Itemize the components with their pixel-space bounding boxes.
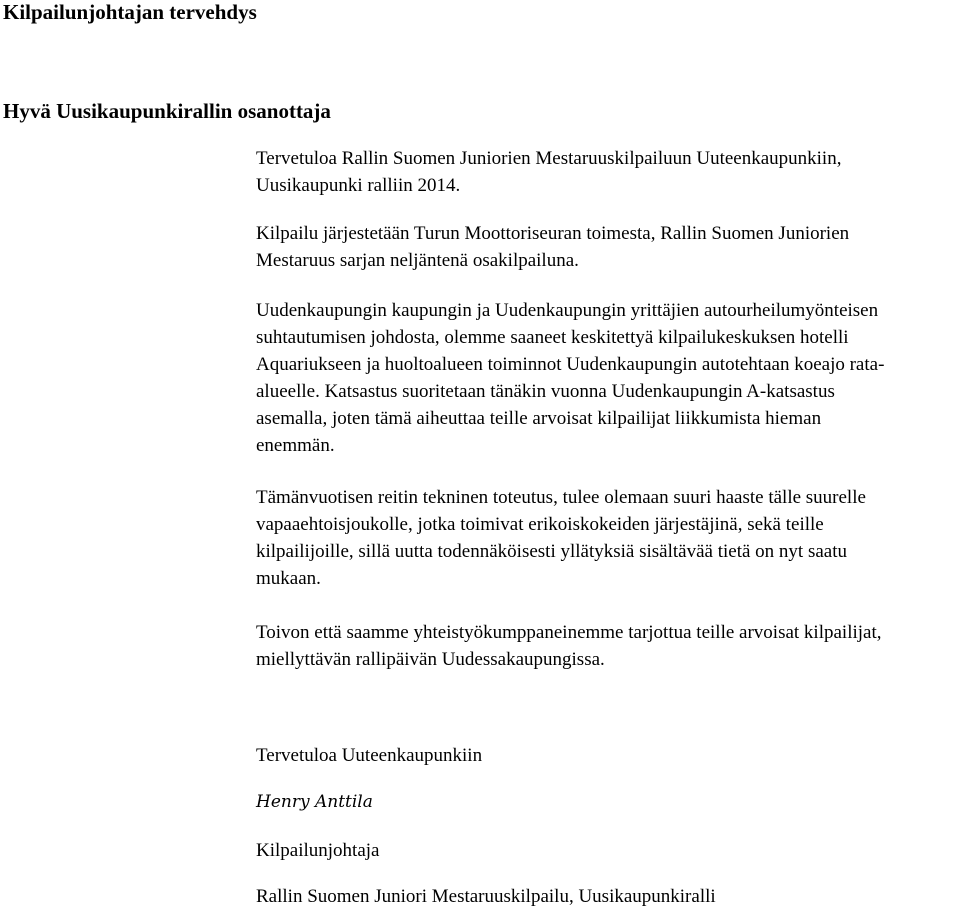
paragraph-welcome	[256, 145, 960, 199]
paragraph-venue	[256, 297, 960, 459]
greeting-heading: Hyvä Uusikaupunkirallin osanottaja	[3, 99, 331, 123]
paragraph-route	[256, 484, 960, 592]
paragraph-line: asemalla, joten tämä aiheuttaa teille arvoisat kilpailijat liikkumista hieman	[256, 408, 822, 429]
closing-line: Tervetuloa Uuteenkaupunkiin	[256, 745, 483, 766]
paragraph-organizer	[256, 220, 960, 274]
paragraph-line: Tervetuloa Rallin Suomen Juniorien Mestaruuskilpailuun Uuteenkaupunkiin,	[256, 148, 842, 169]
paragraph-line: suhtautumisen johdosta, olemme saaneet keskitettyä kilpailukeskuksen hotelli	[256, 327, 849, 348]
paragraph-line: Tämänvuotisen reitin tekninen toteutus, tulee olemaan suuri haaste tälle suurelle	[256, 487, 866, 508]
paragraph-wishes	[256, 619, 960, 673]
paragraph-line: alueelle. Katsastus suoritetaan tänäkin vuonna Uudenkaupungin A-katsastus	[256, 381, 835, 402]
paragraph-line: mukaan.	[256, 568, 321, 589]
paragraph-line: Mestaruus sarjan neljäntenä osakilpailuna.	[256, 250, 579, 271]
paragraph-line: Aquariukseen ja huoltoalueen toiminnot Uudenkaupungin autotehtaan koeajo rata-	[256, 354, 885, 375]
paragraph-line: enemmän.	[256, 435, 335, 456]
paragraph-line: Kilpailu järjestetään Turun Moottoriseuran toimesta, Rallin Suomen Juniorien	[256, 223, 850, 244]
document-title: Kilpailunjohtajan tervehdys	[3, 0, 257, 24]
paragraph-line: miellyttävän rallipäivän Uudessakaupungissa.	[256, 649, 605, 670]
paragraph-line: kilpailijoille, sillä uutta todennäköisesti yllätyksiä sisältävää tietä on nyt saatu	[256, 541, 847, 562]
signature: Henry Anttila	[256, 792, 373, 812]
paragraph-line: vapaaehtoisjoukolle, jotka toimivat erikoiskokeiden järjestäjinä, sekä teille	[256, 514, 824, 535]
paragraph-line: Toivon että saamme yhteistyökumppaneinemme tarjottua teille arvoisat kilpailijat,	[256, 622, 882, 643]
paragraph-line: Uusikaupunki ralliin 2014.	[256, 175, 461, 196]
organization-name: Rallin Suomen Juniori Mestaruuskilpailu, Uusikaupunkiralli	[256, 886, 716, 907]
paragraph-line: Uudenkaupungin kaupungin ja Uudenkaupungin yrittäjien autourheilumyönteisen	[256, 300, 879, 321]
signer-role: Kilpailunjohtaja	[256, 840, 380, 861]
